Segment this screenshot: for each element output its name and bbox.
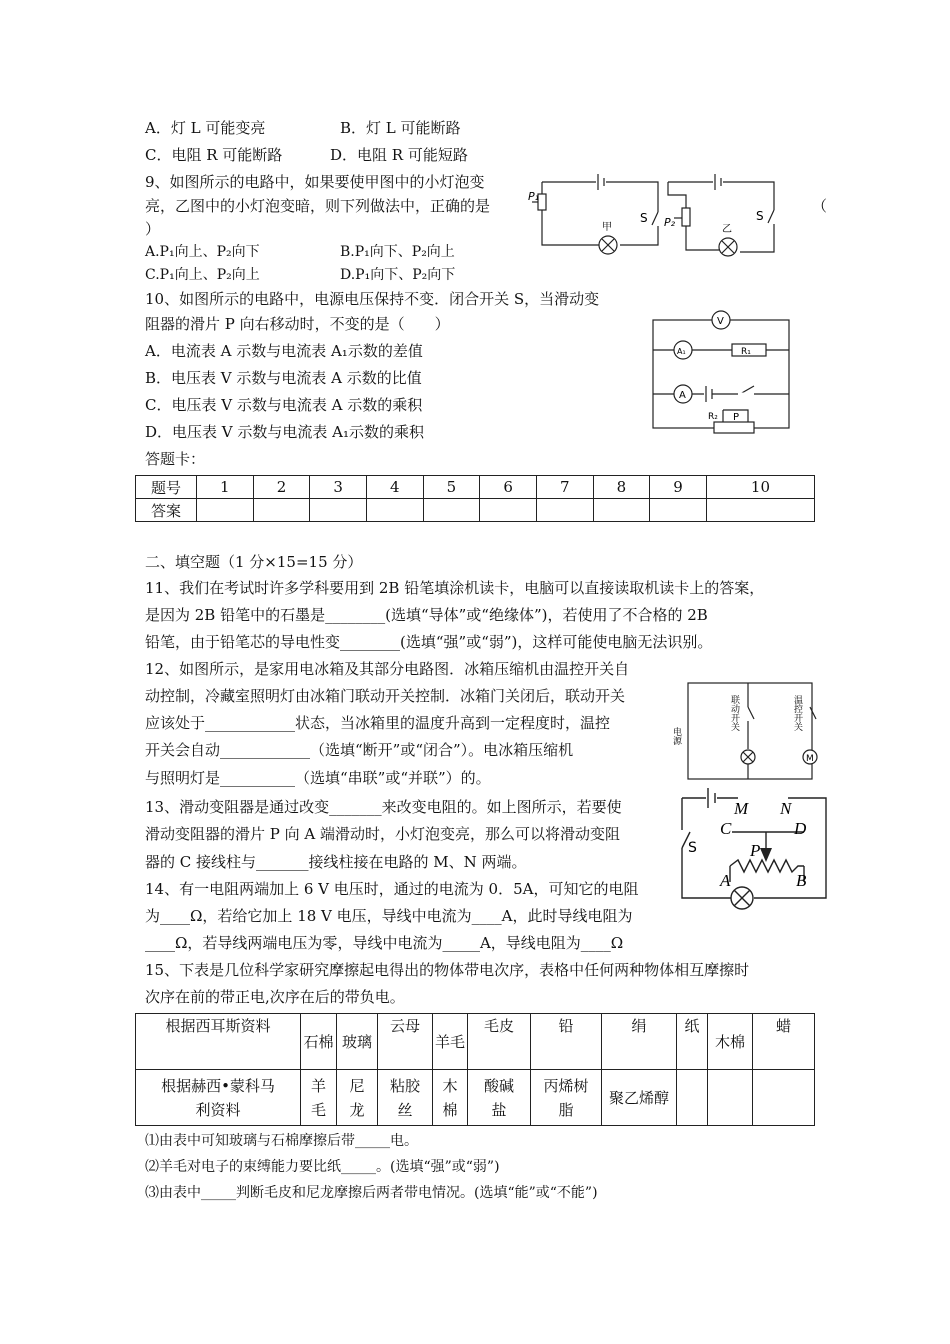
q15-cell: 纸 [677, 1014, 708, 1070]
q9-label-s2: S [756, 209, 764, 223]
q12-label-motor: M [806, 754, 814, 764]
q9-option-c: C.P₁向上、P₂向上 [145, 267, 260, 283]
q10-option-a: A．电流表 A 示数与电流表 A₁示数的差值 [145, 342, 423, 360]
q14-line2: 为____Ω，若给它加上 18 V 电压，导线中电流为____A，此时导线电阻为 [145, 907, 633, 925]
q15-row-sears [136, 1014, 815, 1070]
q15-row-hersey [136, 1070, 815, 1126]
answer-card-answer-row [136, 499, 815, 522]
q9-stem-line1: 9、如图所示的电路中，如果要使甲图中的小灯泡变 [145, 173, 485, 191]
q12-label-thermo: 温控开关 [792, 695, 802, 731]
q15-cell [677, 1070, 708, 1126]
answer-card-number: 2 [253, 476, 310, 499]
answer-card-table [135, 475, 815, 522]
q10-label-p: P [733, 412, 740, 423]
q9-label-p2: P₂ [664, 216, 676, 229]
answer-cell[interactable] [197, 499, 254, 522]
q9-label-p1: P₁ [528, 190, 540, 203]
answer-card-number: 3 [310, 476, 367, 499]
answer-card-number: 8 [593, 476, 650, 499]
q11-line2: 是因为 2B 铅笔中的石墨是________(选填“导体”或“绝缘体”)，若使用了不合格的 2B [145, 606, 708, 624]
answer-card-number: 1 [197, 476, 254, 499]
q9-label-jia: 甲 [602, 222, 612, 233]
answer-card-number: 6 [480, 476, 537, 499]
q13-label-m: M [734, 799, 749, 818]
q12-line1: 12、如图所示，是家用电冰箱及其部分电路图．冰箱压缩机由温控开关自 [145, 660, 630, 678]
q11-line1: 11、我们在考试时许多学科要用到 2B 铅笔填涂机读卡，电脑可以直接读取机读卡上的答案， [145, 579, 765, 597]
q10-label-v: V [717, 316, 724, 327]
answer-card-number: 7 [536, 476, 593, 499]
q15-cell: 毛皮 [468, 1014, 531, 1070]
q13-label-b: B [796, 871, 807, 890]
q9-circuit-figure [528, 170, 798, 262]
q15-cell: 聚乙烯醇 [602, 1070, 677, 1126]
q13-label-n: N [780, 799, 792, 818]
q10-label-r2: R₂ [708, 412, 718, 422]
q15-cell: 木棉 [433, 1070, 468, 1126]
answer-cell[interactable] [366, 499, 423, 522]
q15-line1: 15、下表是几位科学家研究摩擦起电得出的物体带电次序，表格中任何两种物体相互摩擦时 [145, 961, 750, 979]
q8-option-a: A．灯 L 可能变亮 [145, 119, 266, 137]
q9-stem-paren: （ [812, 197, 828, 215]
q15-cell [708, 1070, 753, 1126]
q15-table [135, 1013, 815, 1126]
q10-circuit-figure [648, 308, 794, 434]
answer-card-number: 4 [366, 476, 423, 499]
q8-option-d: D．电阻 R 可能短路 [330, 146, 468, 164]
q15-sub3: ⑶由表中_____判断毛皮和尼龙摩擦后两者带电情况。(选填“能”或“不能”) [145, 1185, 598, 1201]
q8-option-b: B．灯 L 可能断路 [340, 119, 461, 137]
q15-cell: 蜡 [753, 1014, 815, 1070]
q15-cell: 丙烯树脂 [531, 1070, 602, 1126]
answer-cell[interactable] [423, 499, 480, 522]
q15-cell: 根据西耳斯资料 [136, 1014, 301, 1070]
answer-cell[interactable] [706, 499, 814, 522]
q15-cell: 云母 [378, 1014, 433, 1070]
q15-cell: 尼龙 [337, 1070, 378, 1126]
q13-line1: 13、滑动变阻器是通过改变_______来改变电阻的。如上图所示，若要使 [145, 798, 622, 816]
q15-cell: 木棉 [708, 1014, 753, 1070]
q15-sub2: ⑵羊毛对电子的束缚能力要比纸_____。(选填“强”或“弱”) [145, 1159, 500, 1175]
q13-line2: 滑动变阻器的滑片 P 向 A 端滑动时，小灯泡变亮，那么可以将滑动变阻 [145, 825, 621, 843]
q13-line3: 器的 C 接线柱与_______接线柱接在电路的 M、N 两端。 [145, 853, 527, 871]
q13-label-s: S [688, 840, 697, 856]
q12-line2: 动控制，冷藏室照明灯由冰箱门联动开关控制．冰箱门关闭后，联动开关 [145, 687, 626, 705]
q15-cell: 酸碱盐 [468, 1070, 531, 1126]
q15-cell: 石棉 [301, 1014, 337, 1070]
q13-rheostat-circuit [676, 786, 832, 912]
answer-card-number: 5 [423, 476, 480, 499]
answer-cell[interactable] [593, 499, 650, 522]
answer-card-number: 10 [706, 476, 814, 499]
q15-cell: 羊毛 [301, 1070, 337, 1126]
q9-label-s1: S [640, 211, 648, 225]
q12-line4: 开关会自动____________（选填“断开”或“闭合”）。电冰箱压缩机 [145, 741, 574, 759]
q12-fridge-circuit [671, 677, 826, 785]
q10-stem-line2: 阻器的滑片 P 向右移动时，不变的是（ ） [145, 315, 450, 333]
q15-cell: 羊毛 [433, 1014, 468, 1070]
answer-cell[interactable] [310, 499, 367, 522]
q10-label-a: A [679, 390, 686, 401]
answer-card-header-number: 题号 [136, 476, 197, 499]
q8-option-c: C．电阻 R 可能断路 [145, 146, 283, 164]
q15-cell: 绢 [602, 1014, 677, 1070]
answer-cell[interactable] [480, 499, 537, 522]
q12-line5: 与照明灯是__________（选填“串联”或“并联”）的。 [145, 769, 491, 787]
q9-label-yi: 乙 [722, 224, 732, 235]
answer-cell[interactable] [253, 499, 310, 522]
answer-card-number-row [136, 476, 815, 499]
q9-option-d: D.P₁向下、P₂向下 [340, 267, 456, 283]
q10-option-d: D．电压表 V 示数与电流表 A₁示数的乘积 [145, 423, 425, 441]
section2-title: 二、填空题（1 分×15=15 分） [145, 553, 363, 571]
q12-label-linkage: 联动开关 [729, 695, 739, 731]
q10-label-a1: A₁ [677, 347, 686, 356]
q15-cell: 粘胶丝 [378, 1070, 433, 1126]
q10-option-b: B．电压表 V 示数与电流表 A 示数的比值 [145, 369, 422, 387]
q15-cell: 铅 [531, 1014, 602, 1070]
q9-option-b: B.P₁向下、P₂向上 [340, 244, 455, 260]
q10-label-r1: R₁ [741, 347, 751, 357]
q13-label-a: A [720, 871, 731, 890]
q9-stem-line2: 亮，乙图中的小灯泡变暗，则下列做法中，正确的是 [145, 197, 491, 215]
q10-option-c: C．电压表 V 示数与电流表 A 示数的乘积 [145, 396, 423, 414]
q13-label-d: D [794, 819, 807, 838]
q9-stem-line3: ） [145, 220, 161, 238]
q14-line1: 14、有一电阻两端加上 6 V 电压时，通过的电流为 0．5A，可知它的电阻 [145, 880, 639, 898]
q9-option-a: A.P₁向上、P₂向下 [145, 244, 260, 260]
answer-cell[interactable] [536, 499, 593, 522]
answer-card-number: 9 [650, 476, 707, 499]
q15-line2: 次序在前的带正电,次序在后的带负电。 [145, 988, 405, 1006]
q11-line3: 铅笔，由于铅笔芯的导电性变________(选填“强”或“弱”)，这样可能使电脑无法识别。 [145, 633, 713, 651]
answer-card-title: 答题卡： [145, 450, 206, 468]
q15-cell: 玻璃 [337, 1014, 378, 1070]
q15-sub1: ⑴由表中可知玻璃与石棉摩擦后带_____电。 [145, 1133, 418, 1149]
answer-card-header-answer: 答案 [136, 499, 197, 522]
q14-line3: ____Ω，若导线两端电压为零，导线中电流为_____A，导线电阻为____Ω [145, 934, 624, 952]
answer-cell[interactable] [650, 499, 707, 522]
q15-cell: 根据赫西•蒙科马利资料 [136, 1070, 301, 1126]
q12-label-source: 电源 [671, 727, 681, 745]
q13-label-c: C [720, 819, 732, 838]
q10-stem-line1: 10、如图所示的电路中，电源电压保持不变．闭合开关 S，当滑动变 [145, 290, 600, 308]
q13-label-p: P [750, 841, 761, 860]
q15-cell [753, 1070, 815, 1126]
q12-line3: 应该处于____________状态，当冰箱里的温度升高到一定程度时，温控 [145, 714, 611, 732]
